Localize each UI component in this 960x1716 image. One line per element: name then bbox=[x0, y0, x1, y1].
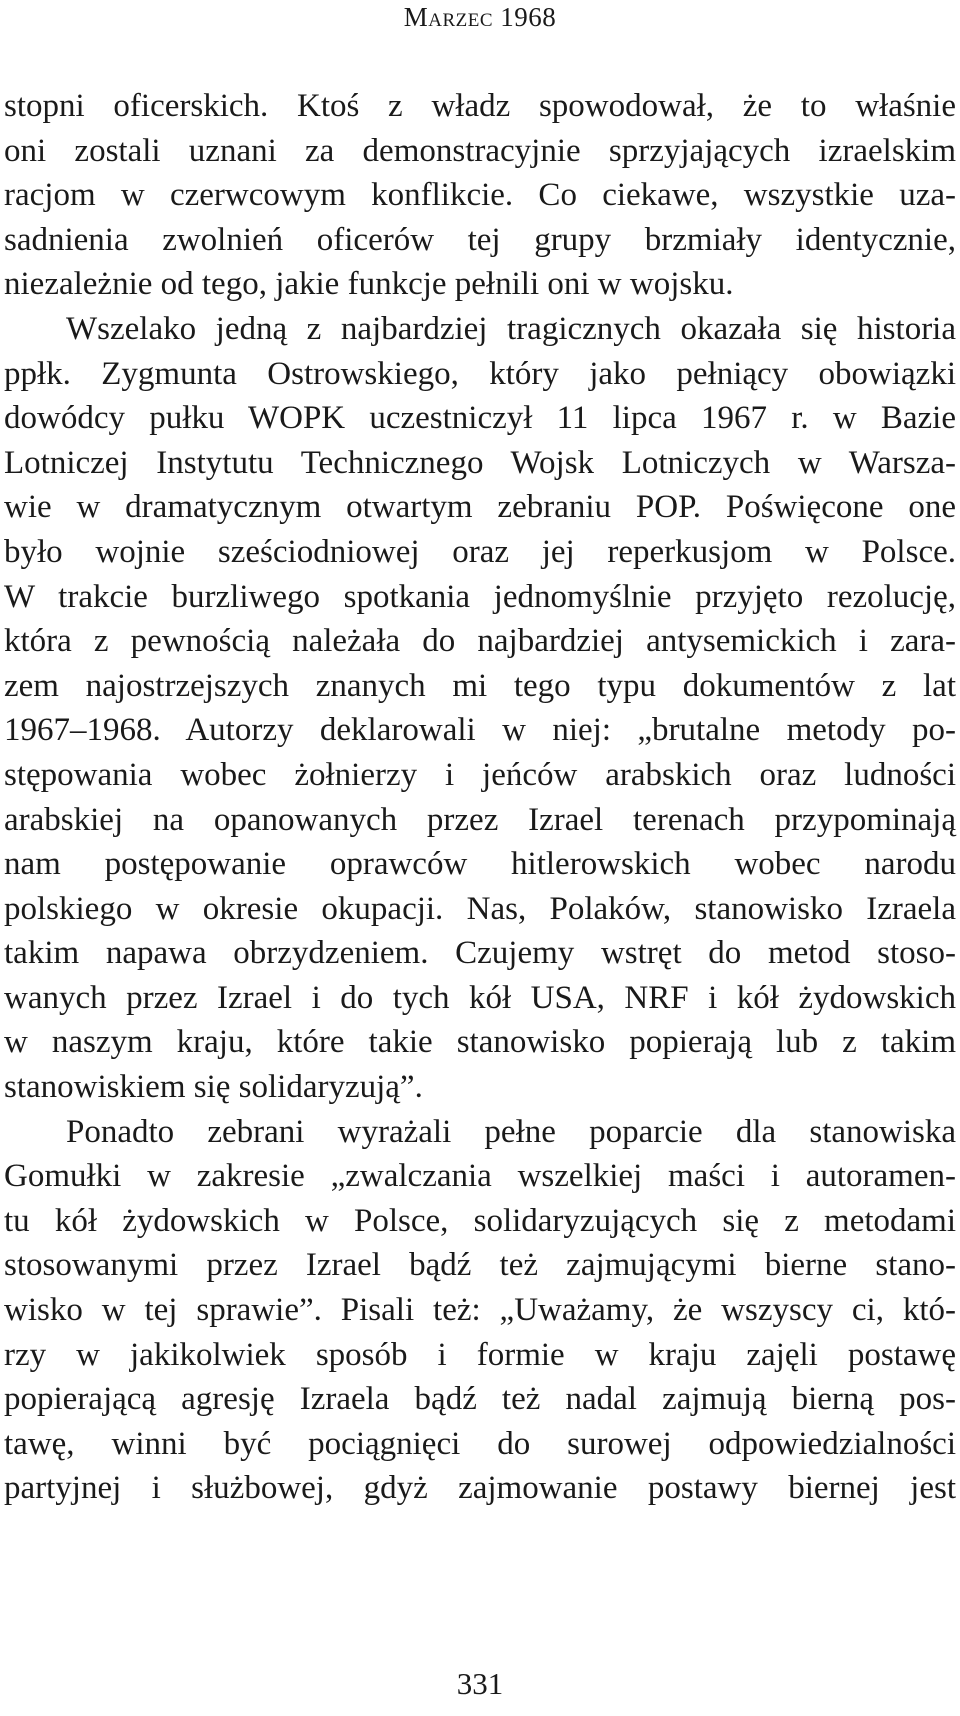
text-line: rzy w jakikolwiek sposób i formie w kraju zajęli postawę bbox=[4, 1336, 956, 1373]
text-line: ppłk. Zygmunta Ostrowskiego, który jako pełniący obowiązki bbox=[4, 355, 956, 392]
running-head bbox=[0, 0, 960, 34]
running-title: Marzec 1968 bbox=[403, 2, 557, 32]
text-line: oni zostali uznani za demonstracyjnie sprzyjających izraelskim bbox=[4, 132, 956, 169]
text-line: 1967–1968. Autorzy deklarowali w niej: „brutalne metody po- bbox=[4, 712, 956, 749]
text-line: nam postępowanie oprawców hitlerowskich wobec narodu bbox=[4, 846, 956, 883]
text-line: stosowanymi przez Izrael bądź też zajmującymi bierne stano- bbox=[4, 1247, 956, 1284]
text-line: stępowania wobec żołnierzy i jeńców arabskich oraz ludności bbox=[4, 756, 956, 793]
text-line: wisko w tej sprawie”. Pisali też: „Uważamy, że wszyscy ci, któ- bbox=[4, 1292, 956, 1329]
text-line: było wojnie sześciodniowej oraz jej reperkusjom w Polsce. bbox=[4, 533, 956, 570]
text-line: takim napawa obrzydzeniem. Czujemy wstręt do metod stoso- bbox=[4, 935, 956, 972]
text-line: Ponadto zebrani wyrażali pełne poparcie dla stanowiska bbox=[66, 1113, 956, 1150]
text-line: partyjnej i służbowej, gdyż zajmowanie postawy biernej jest bbox=[4, 1470, 956, 1507]
text-line: dowódcy pułku WOPK uczestniczył 11 lipca 1967 r. w Bazie bbox=[4, 400, 956, 437]
text-line: sadnienia zwolnień oficerów tej grupy brzmiały identycznie, bbox=[4, 221, 956, 258]
text-line: w naszym kraju, które takie stanowisko popierają lub z takim bbox=[4, 1024, 956, 1061]
text-line: W trakcie burzliwego spotkania jednomyślnie przyjęto rezolucję, bbox=[4, 578, 956, 615]
text-line: niezależnie od tego, jakie funkcje pełnili oni w wojsku. bbox=[4, 266, 734, 303]
text-line: polskiego w okresie okupacji. Nas, Polaków, stanowisko Izraela bbox=[4, 890, 956, 927]
text-line: popierającą agresję Izraela bądź też nadal zajmują bierną pos- bbox=[4, 1381, 956, 1418]
text-line: arabskiej na opanowanych przez Izrael terenach przypominają bbox=[4, 801, 956, 838]
text-line: wie w dramatycznym otwartym zebraniu POP. Poświęcone one bbox=[4, 489, 956, 526]
text-line: racjom w czerwcowym konflikcie. Co ciekawe, wszystkie uza- bbox=[4, 177, 956, 214]
text-line: wanych przez Izrael i do tych kół USA, NRF i kół żydowskich bbox=[4, 979, 956, 1016]
text-line: która z pewnością należała do najbardziej antysemickich i zara- bbox=[4, 623, 956, 660]
body-text bbox=[4, 84, 956, 1511]
text-line: zem najostrzejszych znanych mi tego typu dokumentów z lat bbox=[4, 667, 956, 704]
text-line: Gomułki w zakresie „zwalczania wszelkiej maści i autoramen- bbox=[4, 1158, 956, 1195]
text-line: Lotniczej Instytutu Technicznego Wojsk Lotniczych w Warsza- bbox=[4, 444, 956, 481]
text-line: stopni oficerskich. Ktoś z władz spowodował, że to właśnie bbox=[4, 88, 956, 124]
text-line: tu kół żydowskich w Polsce, solidaryzujących się z metodami bbox=[4, 1202, 956, 1239]
text-line: Wszelako jedną z najbardziej tragicznych okazała się historia bbox=[66, 310, 956, 347]
text-line: tawę, winni być pociągnięci do surowej odpowiedzialności bbox=[4, 1425, 956, 1462]
text-line: stanowiskiem się solidaryzują”. bbox=[4, 1069, 423, 1106]
page-number: 331 bbox=[456, 1666, 504, 1701]
